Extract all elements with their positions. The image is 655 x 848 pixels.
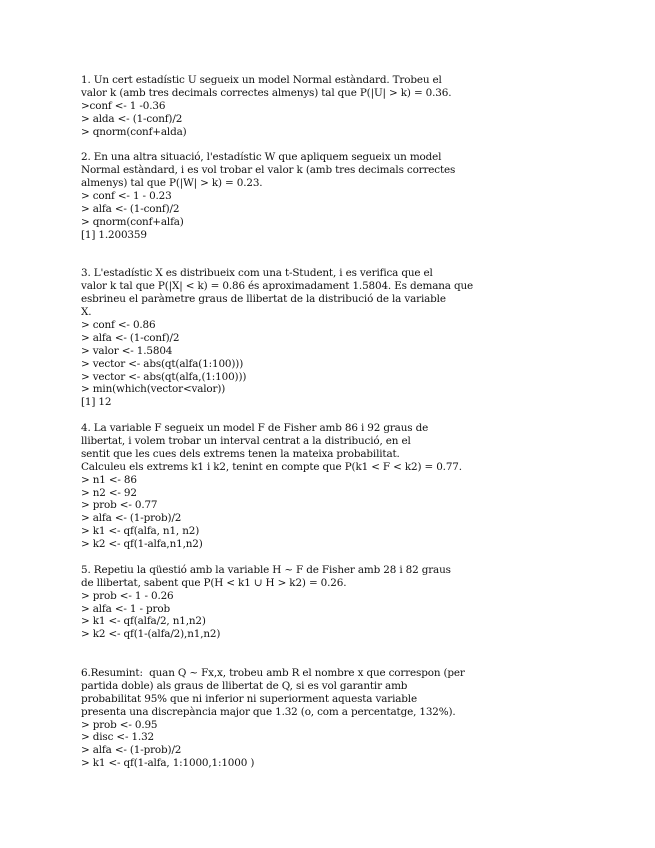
- question-text: Calculeu els extrems k1 i k2, tenint en compte que P(k1 < F < k2) = 0.77.: [81, 460, 462, 473]
- question-5: [81, 564, 651, 641]
- question-text: 1. Un cert estadístic U segueix un model Normal estàndard. Trobeu el: [81, 74, 442, 86]
- question-text: 3. L'estadístic X es distribueix com una t-Student, i es verifica que el: [81, 267, 433, 280]
- question-text: de llibertat, sabent que P(H < k1 ∪ H > k2) = 0.26.: [81, 576, 347, 589]
- code-line: > conf <- 1 - 0.23: [81, 190, 172, 203]
- question-text: probabilitat 95% que ni inferior ni superiorment aquesta variable: [81, 692, 417, 705]
- question-text: llibertat, i volem trobar un interval centrat a la distribució, en el: [81, 434, 411, 447]
- question-text: partida doble) als graus de llibertat de Q, si es vol garantir amb: [81, 679, 408, 692]
- code-line: > alfa <- (1-prob)/2: [81, 744, 182, 757]
- question-text: 2. En una altra situació, l'estadístic W que apliquem segueix un model: [81, 151, 442, 164]
- code-line: > alfa <- (1-conf)/2: [81, 202, 180, 215]
- spacer: [81, 641, 651, 667]
- spacer: [81, 551, 651, 564]
- document-body: [81, 74, 651, 770]
- question-text: esbrineu el paràmetre graus de llibertat de la distribució de la variable: [81, 293, 446, 306]
- code-line: > conf <- 0.86: [81, 318, 156, 331]
- code-line: > min(which(vector<valor)): [81, 383, 226, 396]
- code-output: [1] 12: [81, 396, 112, 409]
- question-4: [81, 422, 651, 551]
- code-line: > qnorm(conf+alfa): [81, 215, 184, 228]
- code-line: > prob <- 0.95: [81, 718, 158, 731]
- question-text: sentit que les cues dels extrems tenen la mateixa probabilitat.: [81, 447, 400, 460]
- question-text: valor k (amb tres decimals correctes almenys) tal que P(|U| > k) = 0.36.: [81, 86, 452, 99]
- code-line: >conf <- 1 -0.36: [81, 99, 166, 112]
- question-text: valor k tal que P(|X| < k) = 0.86 és aproximadament 1.5804. Es demana que: [81, 280, 474, 293]
- question-text: 6.Resumint: quan Q ~ Fx,x, trobeu amb R el nombre x que correspon (per: [81, 667, 465, 679]
- code-line: > vector <- abs(qt(alfa(1:100))): [81, 357, 244, 370]
- code-output: [1] 1.200359: [81, 228, 147, 241]
- code-line: > k1 <- qf(1-alfa, 1:1000,1:1000 ): [81, 757, 255, 770]
- question-6: [81, 667, 651, 770]
- code-line: > alfa <- (1-conf)/2: [81, 331, 180, 344]
- code-line: > alfa <- 1 - prob: [81, 602, 170, 615]
- question-text: Normal estàndard, i es vol trobar el valor k (amb tres decimals correctes: [81, 164, 456, 177]
- code-line: > alfa <- (1-prob)/2: [81, 512, 182, 525]
- question-text: 5. Repetiu la qüestió amb la variable H ~ F de Fisher amb 28 i 82 graus: [81, 563, 451, 576]
- question-text: X.: [81, 306, 92, 319]
- question-text: almenys) tal que P(|W| > k) = 0.23.: [81, 177, 263, 190]
- spacer: [81, 138, 651, 151]
- question-text: presenta una discrepància major que 1.32 (o, com a percentatge, 132%).: [81, 705, 456, 718]
- code-line: > k2 <- qf(1-alfa,n1,n2): [81, 538, 203, 551]
- code-line: > k1 <- qf(alfa/2, n1,n2): [81, 615, 206, 628]
- question-1: [81, 74, 651, 138]
- code-line: > n1 <- 86: [81, 473, 137, 486]
- code-line: > n2 <- 92: [81, 486, 137, 499]
- code-line: > valor <- 1.5804: [81, 344, 173, 357]
- spacer: [81, 242, 651, 268]
- question-2: [81, 151, 651, 241]
- code-line: > qnorm(conf+alda): [81, 125, 187, 138]
- spacer: [81, 409, 651, 422]
- code-line: > alda <- (1-conf)/2: [81, 112, 183, 125]
- code-line: > disc <- 1.32: [81, 731, 154, 744]
- code-line: > prob <- 1 - 0.26: [81, 589, 174, 602]
- code-line: > vector <- abs(qt(alfa,(1:100))): [81, 370, 247, 383]
- question-3: [81, 267, 651, 409]
- code-line: > k2 <- qf(1-(alfa/2),n1,n2): [81, 628, 221, 641]
- code-line: > k1 <- qf(alfa, n1, n2): [81, 525, 200, 538]
- code-line: > prob <- 0.77: [81, 499, 158, 512]
- question-text: 4. La variable F segueix un model F de Fisher amb 86 i 92 graus de: [81, 422, 429, 435]
